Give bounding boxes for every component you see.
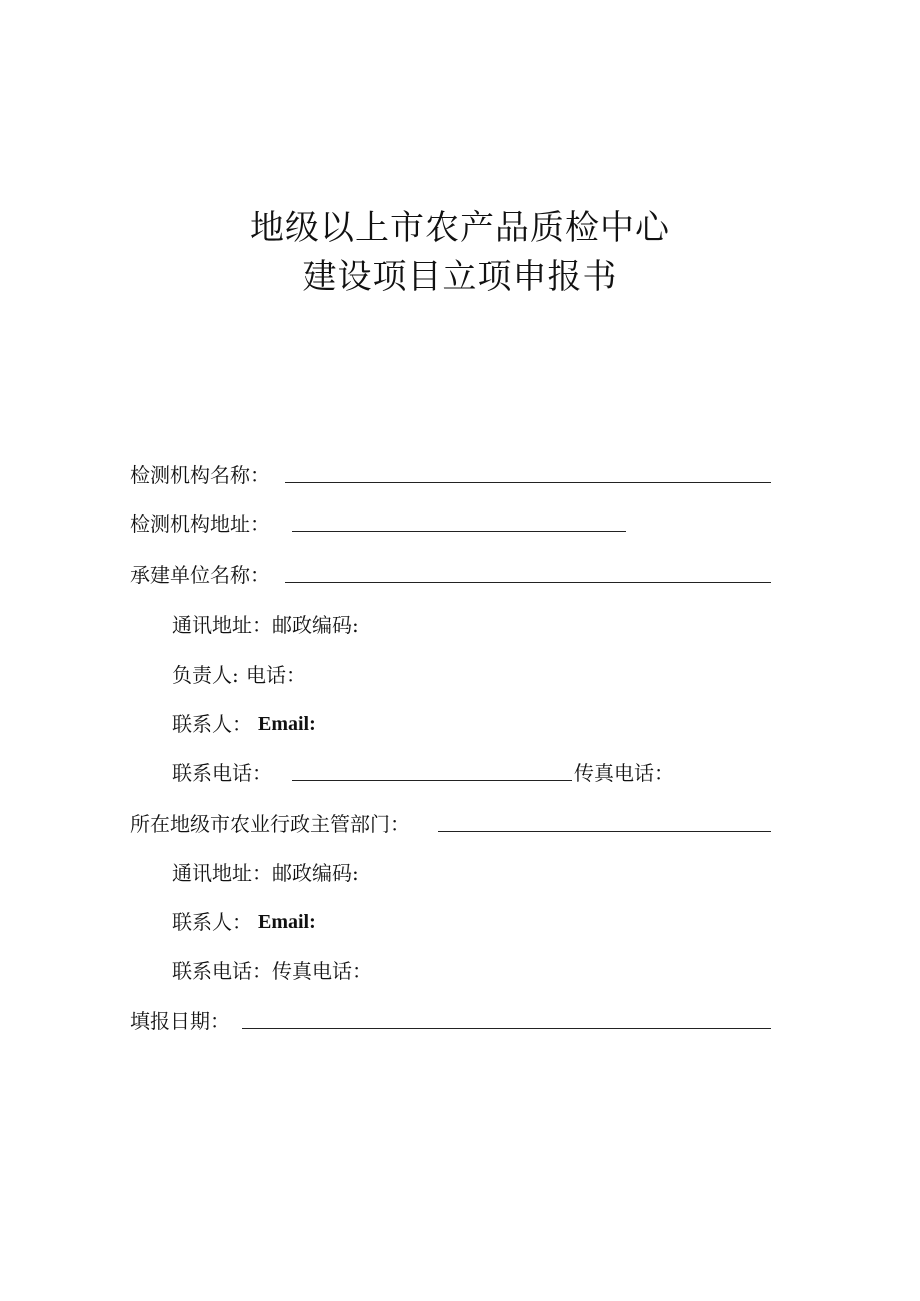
builder-fax-label: 传真电话： (574, 761, 674, 785)
authority-postcode-label: 邮政编码: (272, 861, 359, 885)
builder-name-label: 承建单位名称： (130, 563, 270, 587)
builder-contact-phone-row (172, 759, 692, 787)
builder-contact-address-row (172, 611, 572, 639)
institution-name-field[interactable] (285, 482, 771, 483)
authority-contact-phone-label: 联系电话： (172, 959, 272, 983)
authority-email-label: Email: (258, 911, 316, 933)
builder-contact-phone-label: 联系电话： (172, 761, 272, 785)
authority-contact-address-row (172, 859, 572, 887)
document-title-line-1: 地级以上市农产品质检中心 (250, 208, 670, 248)
authority-contact-person-label: 联系人： (172, 910, 252, 934)
authority-contact-address-label: 通讯地址： (172, 861, 272, 885)
builder-leader-row (172, 661, 572, 689)
institution-name-row (130, 461, 775, 489)
builder-name-row (130, 561, 775, 589)
authority-department-field[interactable] (438, 831, 771, 832)
institution-name-label: 检测机构名称： (130, 463, 270, 487)
fill-date-row (130, 1007, 775, 1035)
fill-date-field[interactable] (242, 1028, 771, 1029)
institution-address-label: 检测机构地址： (130, 512, 270, 536)
builder-leader-phone-label: 电话： (246, 663, 306, 687)
builder-postcode-label: 邮政编码: (272, 613, 359, 637)
fill-date-label: 填报日期： (130, 1009, 230, 1033)
builder-leader-label: 负责人: (172, 663, 239, 687)
document-title-line-2: 建设项目立项申报书 (302, 257, 618, 297)
builder-contact-phone-field[interactable] (292, 780, 572, 781)
builder-contact-person-row (172, 710, 572, 738)
authority-fax-label: 传真电话： (272, 959, 372, 983)
authority-contact-phone-row (172, 957, 572, 985)
builder-contact-person-label: 联系人： (172, 712, 252, 736)
authority-contact-person-row (172, 908, 572, 936)
authority-department-row (130, 810, 775, 838)
builder-email-label: Email: (258, 713, 316, 735)
builder-name-field[interactable] (285, 582, 771, 583)
institution-address-field[interactable] (292, 531, 626, 532)
institution-address-row (130, 510, 775, 538)
authority-department-label: 所在地级市农业行政主管部门： (130, 812, 410, 836)
builder-contact-address-label: 通讯地址： (172, 613, 272, 637)
